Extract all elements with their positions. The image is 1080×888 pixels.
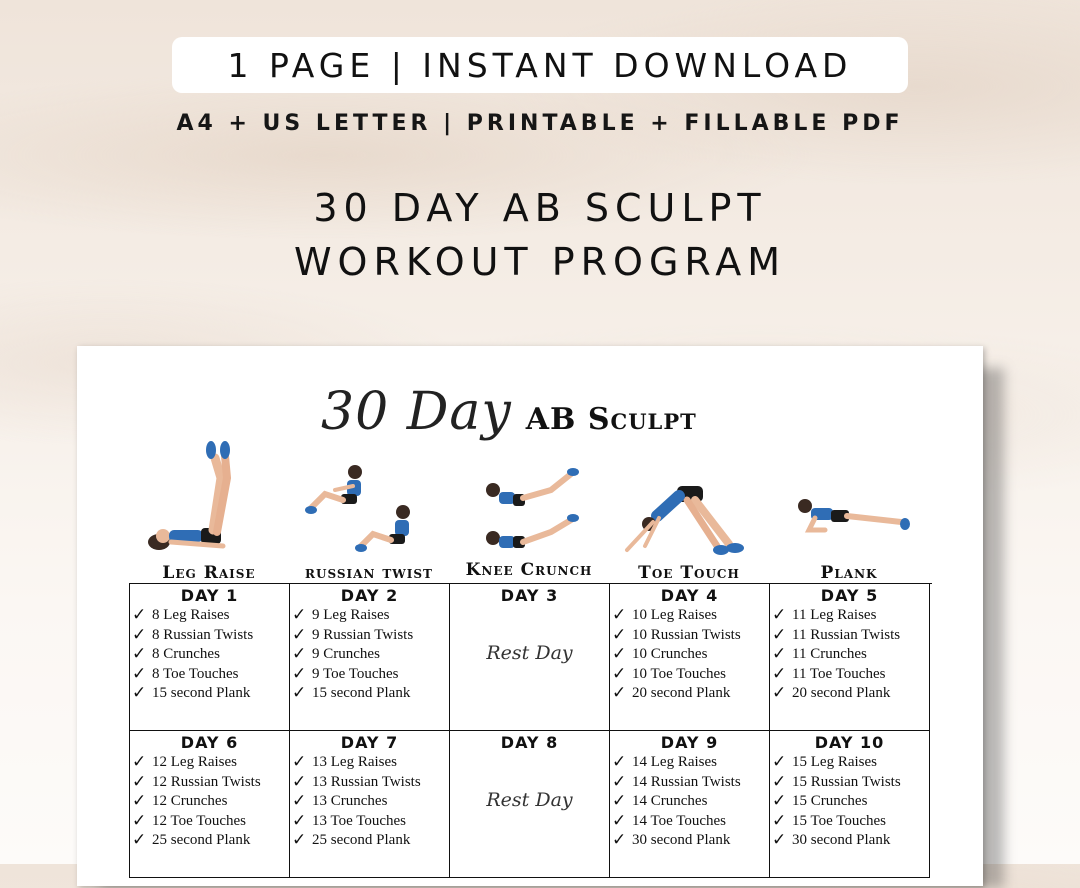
headline-line-1: 30 DAY AB SCULPT [313,186,767,230]
day-cell [450,584,610,731]
task-text: 8 Crunches [152,646,220,663]
checkmark-icon: ✓ [772,752,787,773]
task-row [770,606,929,626]
checkmark-icon: ✓ [612,605,627,626]
day-cell [770,731,930,878]
task-text: 13 Russian Twists [312,773,421,790]
task-text: 13 Leg Raises [312,754,397,771]
leg-raise-illustration [143,438,253,558]
task-row [290,684,449,704]
checkmark-icon: ✓ [132,752,147,773]
task-row [770,665,929,685]
task-row [290,773,449,793]
checkmark-icon: ✓ [612,791,627,812]
day-label: DAY 9 [660,733,719,752]
task-row [770,831,929,851]
task-row [290,792,449,812]
day-grid [129,583,932,878]
checkmark-icon: ✓ [612,752,627,773]
task-row [610,812,769,832]
task-text: 12 Toe Touches [152,812,246,829]
checkmark-icon: ✓ [772,624,787,645]
task-row [130,684,289,704]
task-text: 20 second Plank [792,685,891,702]
checkmark-icon: ✓ [612,810,627,831]
checkmark-icon: ✓ [772,771,787,792]
task-text: 11 Russian Twists [792,626,901,643]
headline-line-2: WORKOUT PROGRAM [293,240,787,284]
task-text: 9 Crunches [312,646,380,663]
task-text: 15 second Plank [152,685,251,702]
checkmark-icon: ✓ [132,810,147,831]
task-text: 20 second Plank [632,685,731,702]
checkmark-icon: ✓ [772,644,787,665]
day-label: DAY 3 [500,586,559,605]
task-text: 8 Russian Twists [152,626,254,643]
task-row [130,792,289,812]
checkmark-icon: ✓ [292,663,307,684]
checkmark-icon: ✓ [292,624,307,645]
task-row [770,626,929,646]
day-label: DAY 6 [180,733,239,752]
task-text: 10 Crunches [632,646,708,663]
day-label: DAY 5 [820,586,879,605]
day-cell [610,584,770,731]
day-cell [450,731,610,878]
exercise-label-leg-raise: Leg Raise [162,563,256,583]
task-text: 12 Crunches [152,793,228,810]
day-cell [130,584,290,731]
task-row [130,773,289,793]
checkmark-icon: ✓ [292,605,307,626]
task-text: 10 Leg Raises [632,607,717,624]
checkmark-icon: ✓ [292,830,307,851]
task-text: 13 Toe Touches [312,812,406,829]
task-row [290,606,449,626]
task-row [770,753,929,773]
checkmark-icon: ✓ [772,791,787,812]
task-row [130,606,289,626]
day-label: DAY 8 [500,733,559,752]
task-row [290,665,449,685]
exercise-label-knee-crunch: Knee Crunch [465,560,593,580]
task-text: 15 Toe Touches [792,812,886,829]
task-text: 12 Leg Raises [152,754,237,771]
checkmark-icon: ✓ [292,683,307,704]
task-row [610,606,769,626]
day-cell [770,584,930,731]
day-cell [610,731,770,878]
checkmark-icon: ✓ [132,644,147,665]
task-text: 25 second Plank [312,832,411,849]
task-row [770,645,929,665]
task-row [770,773,929,793]
day-label: DAY 7 [340,733,399,752]
checkmark-icon: ✓ [772,683,787,704]
task-text: 14 Russian Twists [632,773,741,790]
checkmark-icon: ✓ [132,624,147,645]
day-cell [290,731,450,878]
checkmark-icon: ✓ [132,771,147,792]
rest-day-text: Rest Day [486,642,573,664]
task-row [130,645,289,665]
task-text: 30 second Plank [632,832,731,849]
task-text: 14 Leg Raises [632,754,717,771]
task-row [290,626,449,646]
day-cell [130,731,290,878]
checkmark-icon: ✓ [292,644,307,665]
task-row [290,812,449,832]
workout-sheet [77,346,983,886]
task-text: 10 Toe Touches [632,665,726,682]
task-row [290,645,449,665]
checkmark-icon: ✓ [292,810,307,831]
task-text: 15 second Plank [312,685,411,702]
task-row [130,665,289,685]
toe-touch-illustration [617,480,757,558]
exercise-label-plank: Plank [820,563,878,583]
task-text: 15 Crunches [792,793,868,810]
task-text: 9 Leg Raises [312,607,390,624]
task-text: 8 Toe Touches [152,665,239,682]
day-label: DAY 2 [340,586,399,605]
checkmark-icon: ✓ [612,683,627,704]
task-text: 9 Russian Twists [312,626,414,643]
checkmark-icon: ✓ [132,663,147,684]
exercise-label-toe-touch: Toe Touch [638,563,740,583]
format-line: A4 + US LETTER | PRINTABLE + FILLABLE PDF [176,111,904,136]
task-row [130,626,289,646]
task-text: 14 Crunches [632,793,708,810]
day-label: DAY 10 [814,733,885,752]
task-row [610,792,769,812]
task-row [610,753,769,773]
checkmark-icon: ✓ [612,663,627,684]
sheet-title [321,382,697,452]
checkmark-icon: ✓ [132,830,147,851]
checkmark-icon: ✓ [772,830,787,851]
task-row [290,753,449,773]
task-text: 11 Leg Raises [792,607,877,624]
task-row [610,626,769,646]
knee-crunch-illustration [481,464,583,556]
checkmark-icon: ✓ [292,791,307,812]
checkmark-icon: ✓ [612,644,627,665]
checkmark-icon: ✓ [612,771,627,792]
task-row [610,773,769,793]
task-row [130,831,289,851]
task-text: 10 Russian Twists [632,626,741,643]
instant-download-banner [172,37,908,93]
day-cell [290,584,450,731]
task-text: 13 Crunches [312,793,388,810]
russian-twist-illustration [303,464,423,556]
banner-text: 1 PAGE | INSTANT DOWNLOAD [227,45,853,85]
task-row [130,753,289,773]
task-text: 11 Crunches [792,646,867,663]
checkmark-icon: ✓ [132,683,147,704]
task-row [130,812,289,832]
task-text: 12 Russian Twists [152,773,261,790]
task-text: 30 second Plank [792,832,891,849]
task-row [610,684,769,704]
task-text: 9 Toe Touches [312,665,399,682]
sheet-title-caps: AB Sculpt [525,402,697,437]
task-row [770,792,929,812]
day-label: DAY 1 [180,586,239,605]
task-text: 11 Toe Touches [792,665,886,682]
checkmark-icon: ✓ [612,624,627,645]
checkmark-icon: ✓ [292,771,307,792]
checkmark-icon: ✓ [292,752,307,773]
sheet-title-script: 30 Day [321,382,512,442]
task-row [290,831,449,851]
task-row [770,684,929,704]
plank-illustration [795,496,913,540]
task-row [610,665,769,685]
task-text: 15 Leg Raises [792,754,877,771]
checkmark-icon: ✓ [132,605,147,626]
task-text: 14 Toe Touches [632,812,726,829]
rest-day-text: Rest Day [486,789,573,811]
checkmark-icon: ✓ [772,605,787,626]
checkmark-icon: ✓ [612,830,627,851]
task-text: 15 Russian Twists [792,773,901,790]
task-row [610,645,769,665]
task-text: 25 second Plank [152,832,251,849]
task-text: 8 Leg Raises [152,607,230,624]
checkmark-icon: ✓ [132,791,147,812]
task-row [770,812,929,832]
exercise-label-russian-twist: russian twist [305,563,433,583]
checkmark-icon: ✓ [772,810,787,831]
checkmark-icon: ✓ [772,663,787,684]
task-row [610,831,769,851]
day-label: DAY 4 [660,586,719,605]
